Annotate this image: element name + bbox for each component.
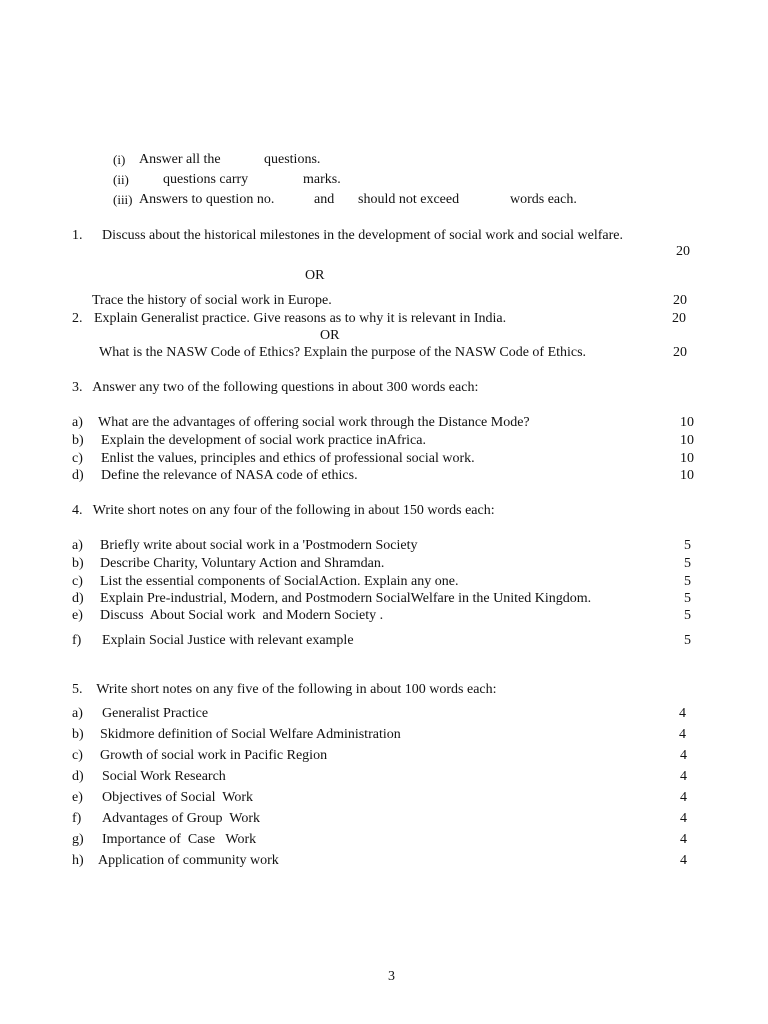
question-4-item-a-text: Briefly write about social work in a 'Postmodern Society — [100, 538, 418, 553]
question-3-item-b-text: Explain the development of social work practice inAfrica. — [101, 433, 426, 448]
question-5-item-f-marks: 4 — [680, 811, 687, 826]
question-5-item-e-marks: 4 — [680, 790, 687, 805]
question-5-item-b-marks: 4 — [679, 727, 686, 742]
question-4-item-c-text: List the essential components of SocialAction. Explain any one. — [100, 574, 459, 589]
instruction-2-part-1: questions carry — [163, 172, 249, 187]
question-4-item-b-marks: 5 — [684, 556, 691, 571]
question-4-item-a-marks: 5 — [684, 538, 691, 553]
question-2-marks: 20 — [672, 311, 686, 326]
question-3-item-c-text: Enlist the values, principles and ethics of professional social work. — [101, 451, 475, 466]
question-4-item-d-letter: d) — [72, 591, 84, 606]
question-3-item-b-marks: 10 — [680, 433, 694, 448]
question-5-item-a-text: Generalist Practice — [102, 706, 209, 721]
question-5-item-b-text: Skidmore definition of Social Welfare Administration — [100, 727, 401, 742]
instruction-1-num: (i) — [113, 152, 126, 167]
question-1-or: OR — [305, 268, 325, 283]
question-5-item-f-text: Advantages of Group Work — [102, 811, 261, 826]
question-2-alternative-marks: 20 — [673, 345, 687, 360]
question-5-item-e-letter: e) — [72, 790, 83, 805]
question-1-number: 1. — [72, 228, 83, 243]
question-3-item-d-letter: d) — [72, 468, 84, 483]
question-4-item-a-letter: a) — [72, 538, 83, 553]
instruction-3-part-2: and — [314, 192, 335, 207]
question-5-item-a-letter: a) — [72, 706, 83, 721]
question-5-item-g-letter: g) — [72, 832, 84, 847]
instruction-1-part-1: Answer all the — [139, 152, 221, 167]
question-5-item-d-letter: d) — [72, 769, 84, 784]
question-3-item-b-letter: b) — [72, 433, 84, 448]
instruction-3-part-3: should not exceed — [358, 192, 460, 207]
question-2-text: Explain Generalist practice. Give reasons as to why it is relevant in India. — [94, 311, 507, 326]
page-number: 3 — [388, 969, 395, 984]
question-5-item-h-letter: h) — [72, 853, 84, 868]
question-3-item-d-text: Define the relevance of NASA code of ethics. — [101, 468, 358, 483]
question-5-item-c-marks: 4 — [680, 748, 687, 763]
question-1-marks: 20 — [676, 244, 690, 259]
question-4-item-d-marks: 5 — [684, 591, 691, 606]
question-3-item-a-text: What are the advantages of offering social work through the Distance Mode? — [98, 415, 530, 430]
question-3-item-a-marks: 10 — [680, 415, 694, 430]
question-5-heading: 5. Write short notes on any five of the following in about 100 words each: — [72, 682, 497, 697]
question-5-item-c-letter: c) — [72, 748, 83, 763]
question-5-item-e-text: Objectives of Social Work — [102, 790, 254, 805]
question-4-item-e-marks: 5 — [684, 608, 691, 623]
instruction-3-part-4: words each. — [510, 192, 577, 207]
question-4-item-e-letter: e) — [72, 608, 83, 623]
question-3-item-c-marks: 10 — [680, 451, 694, 466]
question-3-item-d-marks: 10 — [680, 468, 694, 483]
instruction-1-part-2: questions. — [264, 152, 321, 167]
question-4-item-c-marks: 5 — [684, 574, 691, 589]
question-4-item-b-text: Describe Charity, Voluntary Action and Shramdan. — [100, 556, 385, 571]
question-3-item-c-letter: c) — [72, 451, 83, 466]
question-2-number: 2. — [72, 311, 83, 326]
question-1-alternative-text: Trace the history of social work in Europe. — [92, 293, 332, 308]
question-5-item-a-marks: 4 — [679, 706, 686, 721]
question-2-or: OR — [320, 328, 340, 343]
question-5-item-h-text: Application of community work — [98, 853, 279, 868]
question-5-item-g-text: Importance of Case Work — [102, 832, 257, 847]
question-3-item-a-letter: a) — [72, 415, 83, 430]
question-4-item-f-marks: 5 — [684, 633, 691, 648]
question-5-item-f-letter: f) — [72, 811, 82, 826]
question-1-alternative-marks: 20 — [673, 293, 687, 308]
instruction-3-part-1: Answers to question no. — [139, 192, 275, 207]
question-4-item-f-text: Explain Social Justice with relevant example — [102, 633, 354, 648]
question-5-item-d-marks: 4 — [680, 769, 687, 784]
question-4-item-f-letter: f) — [72, 633, 82, 648]
question-2-alternative-text: What is the NASW Code of Ethics? Explain the purpose of the NASW Code of Ethics. — [99, 345, 587, 360]
instruction-2-num: (ii) — [113, 172, 129, 187]
instruction-3-num: (iii) — [113, 192, 133, 207]
question-5-item-c-text: Growth of social work in Pacific Region — [100, 748, 328, 763]
question-5-item-d-text: Social Work Research — [102, 769, 226, 784]
question-5-item-b-letter: b) — [72, 727, 84, 742]
question-4-heading: 4. Write short notes on any four of the following in about 150 words each: — [72, 503, 495, 518]
question-4-item-e-text: Discuss About Social work and Modern Society . — [100, 608, 384, 623]
question-5-item-h-marks: 4 — [680, 853, 687, 868]
instruction-2-part-2: marks. — [303, 172, 341, 187]
question-4-item-b-letter: b) — [72, 556, 84, 571]
question-1-text: Discuss about the historical milestones in the development of social work and social welfare. — [102, 228, 623, 243]
question-3-heading: 3. Answer any two of the following questions in about 300 words each: — [72, 380, 479, 395]
question-5-item-g-marks: 4 — [680, 832, 687, 847]
question-4-item-d-text: Explain Pre-industrial, Modern, and Postmodern SocialWelfare in the United Kingdom. — [100, 591, 592, 606]
question-4-item-c-letter: c) — [72, 574, 83, 589]
